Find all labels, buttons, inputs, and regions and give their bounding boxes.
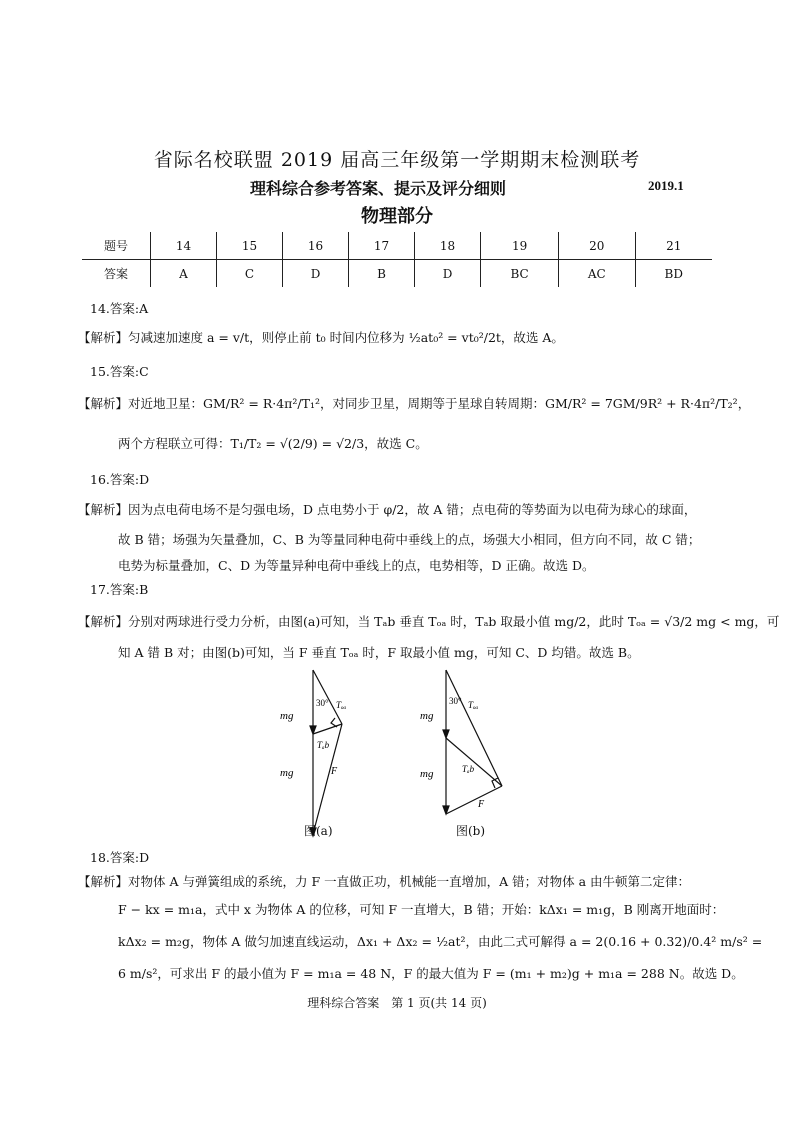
fig-b-mg-label-1: mg <box>420 710 434 722</box>
q16-analysis-3: 电势为标量叠加，C、D 为等量异种电荷中垂线上的点，电势相等，D 正确。故选 D。 <box>118 558 595 573</box>
table-cell: 16 <box>283 232 349 260</box>
fig-b-mg-label-2: mg <box>420 768 434 780</box>
q16-analysis-2: 故 B 错；场强为矢量叠加，C、B 为等量同种电荷中垂线上的点，场强大小相同，但方向不同，故 C 错； <box>118 532 701 547</box>
q18-answer: 18.答案:D <box>90 850 150 865</box>
table-cell: B <box>349 260 415 288</box>
fig-b-t-ab-vector <box>446 738 502 786</box>
exam-date: 2019.1 <box>648 178 684 193</box>
fig-b-f-vector <box>446 786 502 814</box>
table-cell: 15 <box>217 232 283 260</box>
fig-a-t-ab-label: Tₐb <box>317 740 330 750</box>
fig-a-mg-label-1: mg <box>280 710 294 722</box>
q17-analysis-2: 知 A 错 B 对；由图(b)可知，当 F 垂直 Tₒₐ 时，F 取最小值 mg，可知 C、D 均错。故选 B。 <box>118 645 640 660</box>
table-row <box>82 260 712 288</box>
q16-answer: 16.答案:D <box>90 472 150 487</box>
q15-analysis-2: 两个方程联立可得：T₁/T₂ = √(2/9) = √2/3，故选 C。 <box>118 436 428 451</box>
figure-b-caption: 图(b) <box>456 824 486 838</box>
q16-analysis-1: 【解析】因为点电荷电场不是匀强电场，D 点电势小于 φ/2，故 A 错；点电荷的等势面为以电荷为球心的球面， <box>78 502 697 517</box>
table-cell: D <box>415 260 481 288</box>
table-cell: BD <box>635 260 712 288</box>
table-cell: 17 <box>349 232 415 260</box>
fig-b-f-label: F <box>478 799 485 810</box>
fig-a-angle-label: 30° <box>316 698 329 708</box>
table-row <box>82 232 712 260</box>
q15-analysis-1: 【解析】对近地卫星：GM/R² = R·4π²/T₁²，对同步卫星，周期等于星球自转周期：GM/R² = 7GM/9R² + R·4π²/T₂²， <box>78 396 751 411</box>
fig-a-t-ab-vector <box>313 724 342 734</box>
fig-b-t-ab-label: Tₐb <box>462 764 475 774</box>
page-footer: 理科综合答案 第 1 页(共 14 页) <box>307 996 487 1010</box>
table-cell: 19 <box>481 232 559 260</box>
table-cell: 答案 <box>103 267 128 281</box>
exam-title: 省际名校联盟 2019 届高三年级第一学期期末检测联考 <box>153 149 641 171</box>
fig-a-mg-label-2: mg <box>280 767 294 779</box>
fig-a-t-oa-vector <box>313 670 342 724</box>
table-cell: D <box>283 260 349 288</box>
q14-answer: 14.答案:A <box>90 301 149 316</box>
table-cell: 14 <box>151 232 217 260</box>
table-cell: A <box>151 260 217 288</box>
q17-analysis-1: 【解析】分别对两球进行受力分析，由图(a)可知，当 Tₐb 垂直 Tₒₐ 时，Tₐb 取最小值 mg/2，此时 Tₒₐ = √3/2 mg < mg，可 <box>78 614 780 629</box>
fig-a-t-oa-label: Tₒₐ <box>336 700 347 710</box>
fig-b-arrowhead <box>443 730 449 738</box>
fig-b-angle-label: 30° <box>449 696 462 706</box>
q18-analysis-4: 6 m/s²，可求出 F 的最小值为 F = m₁a = 48 N，F 的最大值为 F = (m₁ + m₂)g + m₁a = 288 N。故选 D。 <box>118 966 744 981</box>
q18-analysis-2: F − kx = m₁a，式中 x 为物体 A 的位移，可知 F 一直增大，B 错；开始：kΔx₁ = m₁g，B 刚离开地面时： <box>118 902 725 917</box>
fig-a-f-label: F <box>331 766 338 777</box>
figure-a-caption: 图(a) <box>304 824 333 838</box>
q15-answer: 15.答案:C <box>90 364 149 379</box>
table-cell: 题号 <box>82 232 151 260</box>
fig-b-right-angle <box>492 778 498 788</box>
answer-table <box>82 232 712 287</box>
table-cell: 18 <box>415 232 481 260</box>
table-cell: 21 <box>635 232 712 260</box>
figure-a <box>280 664 380 840</box>
figure-b <box>418 664 518 840</box>
q14-analysis: 【解析】匀减速加速度 a = v/t，则停止前 t₀ 时间内位移为 ½at₀² = vt₀²/2t，故选 A。 <box>78 330 564 345</box>
fig-b-t-oa-label: Tₒₐ <box>468 700 479 710</box>
q18-analysis-1: 【解析】对物体 A 与弹簧组成的系统，力 F 一直做正功，机械能一直增加，A 错；对物体 a 由牛顿第二定律： <box>78 874 690 889</box>
table-cell: BC <box>481 260 559 288</box>
q18-analysis-3: kΔx₂ = m₂g，物体 A 做匀加速直线运动，Δx₁ + Δx₂ = ½at²，由此二式可解得 a = 2(0.16 + 0.32)/0.4² m/s² = <box>118 934 763 949</box>
table-cell: 20 <box>559 232 635 260</box>
exam-subtitle: 理科综合参考答案、提示及评分细则 <box>250 179 507 198</box>
q17-answer: 17.答案:B <box>90 582 149 597</box>
table-cell: C <box>217 260 283 288</box>
table-cell: AC <box>559 260 635 288</box>
section-title: 物理部分 <box>361 206 433 227</box>
